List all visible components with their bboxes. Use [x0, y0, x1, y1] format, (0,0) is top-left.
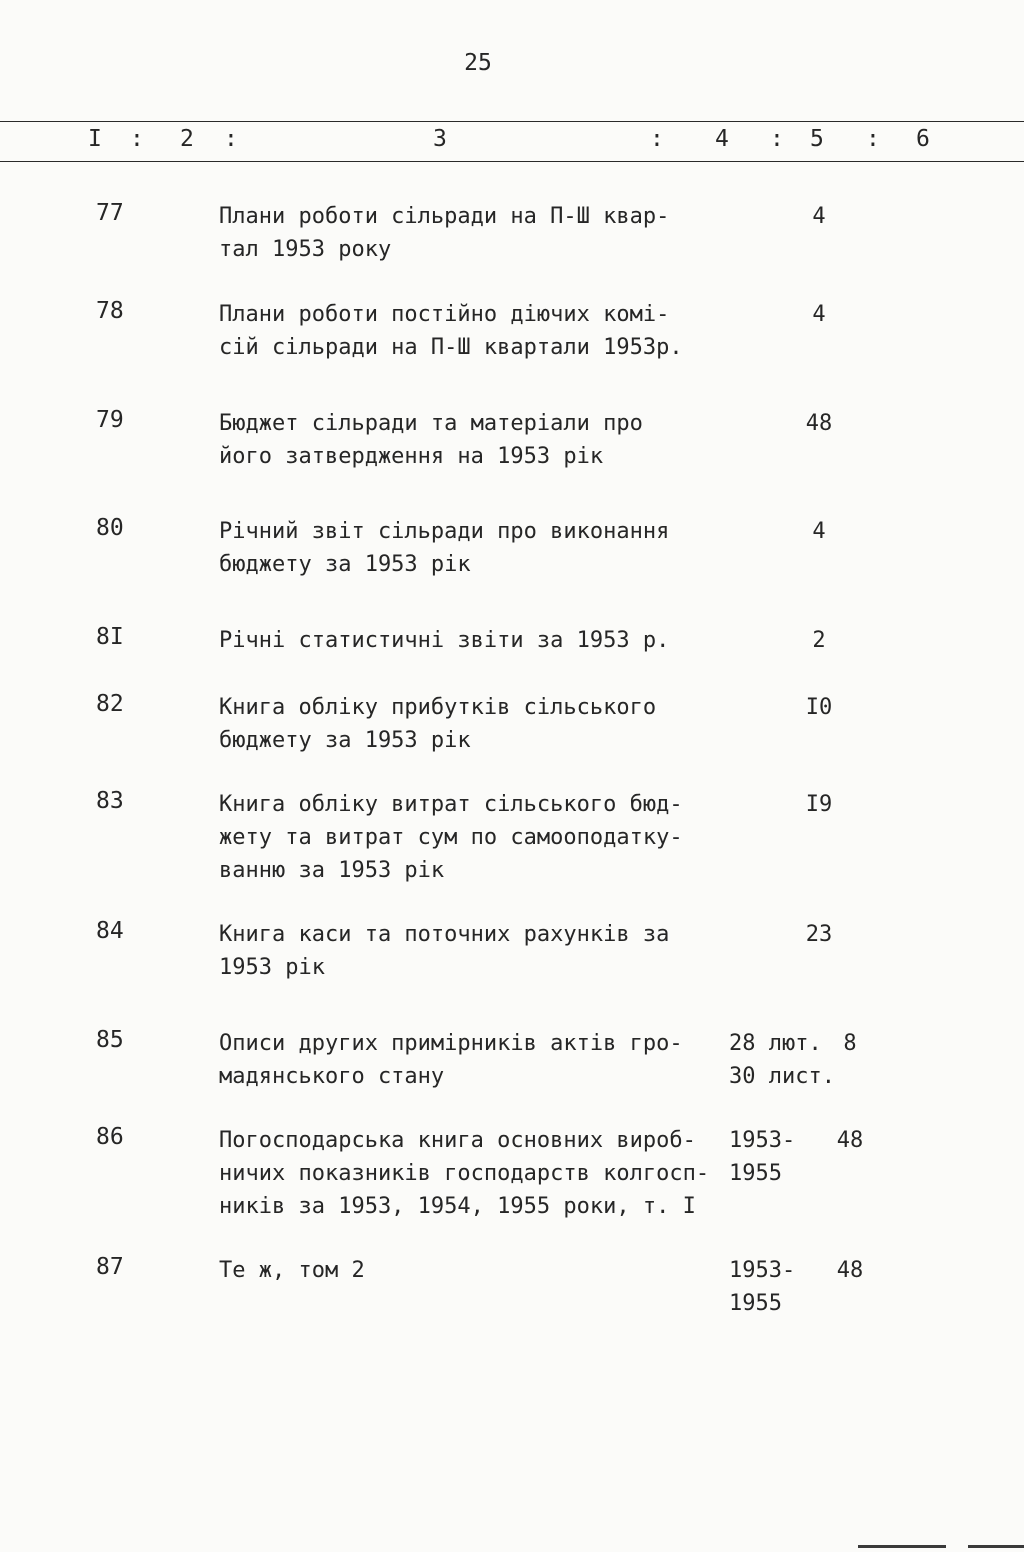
entry-sheet-count: 4 — [812, 519, 826, 544]
header-col-3: 3 — [433, 126, 447, 152]
entry-sheet-count: 4 — [812, 302, 826, 327]
entry-sheet-count: 2 — [812, 628, 826, 653]
entry-number: 79 — [96, 407, 124, 433]
entry-title: Бюджет сільради та матеріали про його затвердження на 1953 рік — [219, 411, 643, 469]
entry-title: Плани роботи сільради на П-Ш квар- тал 1953 року — [219, 204, 670, 262]
scan-edge-mark — [858, 1545, 946, 1548]
entry-title: Річний звіт сільради про виконання бюджету за 1953 рік — [219, 519, 670, 577]
entry-number: 85 — [96, 1027, 124, 1053]
entry-sheet-count: 8 — [843, 1031, 857, 1056]
entry-number: 80 — [96, 515, 124, 541]
entry-title: Річні статистичні звіти за 1953 р. — [219, 628, 670, 653]
header-separator: : — [130, 126, 144, 152]
entry-number: 82 — [96, 691, 124, 717]
entry-sheet-count: I0 — [805, 695, 833, 720]
entry-number: 87 — [96, 1254, 124, 1280]
entry-sheet-count: 23 — [805, 922, 833, 947]
header-col-5: 5 — [810, 126, 824, 152]
header-separator: : — [224, 126, 238, 152]
entry-number: 78 — [96, 298, 124, 324]
entry-sheet-count: 48 — [836, 1258, 864, 1283]
header-col-6: 6 — [916, 126, 930, 152]
header-col-2: 2 — [180, 126, 194, 152]
entry-number: 83 — [96, 788, 124, 814]
header-separator: : — [866, 126, 880, 152]
entry-sheet-count: 48 — [836, 1128, 864, 1153]
entry-title: Книга каси та поточних рахунків за 1953 рік — [219, 922, 670, 980]
header-separator: : — [770, 126, 784, 152]
header-col-1: I — [88, 126, 102, 152]
entry-sheet-count: I9 — [805, 792, 833, 817]
entry-number: 84 — [96, 918, 124, 944]
scan-edge-mark — [968, 1545, 1024, 1548]
entry-title: Погосподарська книга основних вироб- ничих показників господарств колгосп- ників за 1953, 1954, 1955 роки, т. I — [219, 1128, 710, 1219]
entry-sheet-count: 48 — [805, 411, 833, 436]
entry-dates: 1953- 1955 — [729, 1128, 796, 1186]
entry-dates: 1953- 1955 — [729, 1258, 796, 1316]
entry-number: 8I — [96, 624, 124, 650]
entry-title: Описи других примірників актів гро- мадянського стану — [219, 1031, 683, 1089]
entry-title: Плани роботи постійно діючих комі- сій сільради на П-Ш квартали 1953р. — [219, 302, 683, 360]
entry-sheet-count: 4 — [812, 204, 826, 229]
header-top-rule — [0, 121, 1024, 122]
page-number: 25 — [464, 50, 492, 76]
header-bottom-rule — [0, 161, 1024, 162]
header-separator: : — [650, 126, 664, 152]
entry-title: Те ж, том 2 — [219, 1258, 365, 1283]
header-col-4: 4 — [715, 126, 729, 152]
entry-title: Книга обліку витрат сільського бюд- жету та витрат сум по самооподатку- ванню за 1953 рік — [219, 792, 683, 883]
entry-number: 86 — [96, 1124, 124, 1150]
entry-number: 77 — [96, 200, 124, 226]
entry-title: Книга обліку прибутків сільського бюджету за 1953 рік — [219, 695, 657, 753]
entry-dates: 28 лют. 30 лист. — [729, 1031, 835, 1089]
